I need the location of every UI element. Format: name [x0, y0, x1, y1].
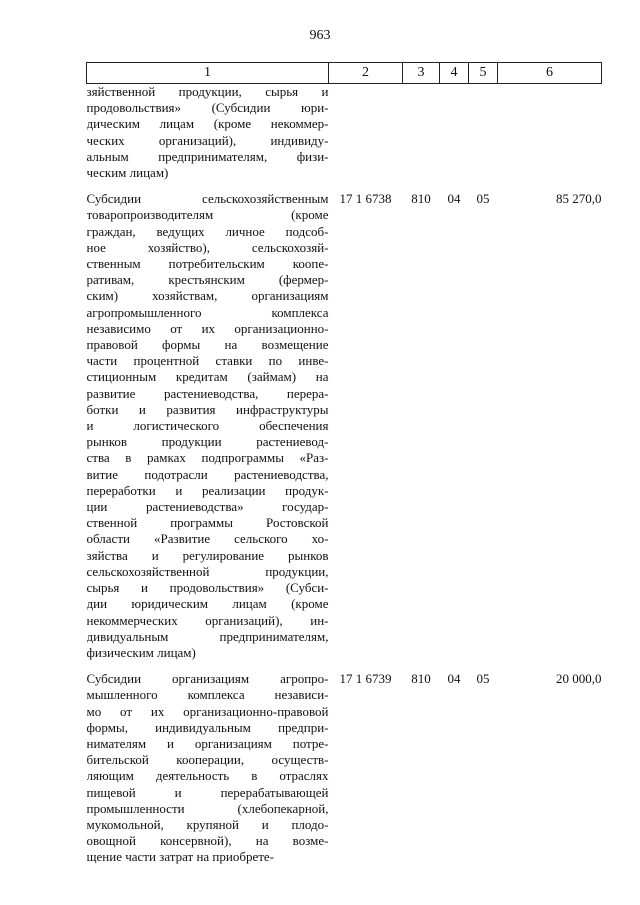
- row-target-code: 17 1 6739: [339, 671, 392, 687]
- row-subsection: [469, 84, 498, 182]
- header-col-3: 3: [403, 63, 440, 84]
- description-line: Субсидии сельскохозяйственным: [86, 191, 329, 207]
- description-line: ное хозяйство), сельскохозяй-: [86, 239, 329, 255]
- description-line: некоммерческих организаций), ин-: [86, 612, 329, 628]
- description-line: области «Развитие сельского хо-: [86, 531, 329, 547]
- header-col-4: 4: [440, 63, 469, 84]
- header-col-5: 5: [469, 63, 498, 84]
- row-target-code: [329, 84, 403, 182]
- description-line: нимателям и организациям потре-: [86, 735, 329, 751]
- row-subsection: 05: [476, 671, 490, 687]
- description-line: альным предпринимателям, физи-: [86, 148, 329, 164]
- description-line: ботки и развития инфраструктуры: [86, 401, 329, 417]
- description-line: ческих организаций), индивиду-: [86, 132, 329, 148]
- description-line: ческим лицам): [86, 165, 169, 181]
- description-line: дии юридическим лицам (кроме: [86, 596, 329, 612]
- row-spacer: [87, 661, 602, 671]
- description-line: стиционным кредитам (займам) на: [86, 369, 329, 385]
- table-row: [87, 671, 602, 865]
- header-col-2: 2: [329, 63, 403, 84]
- row-section: [440, 84, 469, 182]
- description-line: зяйственной продукции, сырья и: [86, 84, 329, 99]
- description-line: физическим лицам): [86, 644, 196, 660]
- page-number: 963: [309, 28, 331, 43]
- budget-table: [86, 62, 602, 866]
- description-line: переработки и реализации продук-: [86, 482, 329, 498]
- description-line: ции растениеводства» государ-: [86, 499, 329, 515]
- row-target-code: 17 1 6738: [339, 191, 392, 207]
- description-line: ляющим деятельность в отраслях: [86, 768, 329, 784]
- description-line: и логистического обеспечения: [86, 418, 329, 434]
- description-line: пищевой и перерабатывающей: [86, 784, 329, 800]
- description-line: правовой формы на возмещение: [86, 337, 329, 353]
- header-col-1: 1: [87, 63, 329, 84]
- description-line: дивидуальным предпринимателям,: [86, 628, 329, 644]
- row-section: 04: [447, 191, 461, 207]
- description-line: мо от их организационно-правовой: [86, 703, 329, 719]
- row-spacer: [87, 181, 602, 191]
- description-line: рынков продукции растениевод-: [86, 434, 329, 450]
- row-expense-type: 810: [411, 671, 431, 687]
- row-description: [87, 191, 329, 661]
- row-section: 04: [447, 671, 461, 687]
- table-row: [87, 84, 602, 182]
- table-row: [87, 191, 602, 661]
- row-expense-type: 810: [411, 191, 431, 207]
- description-line: ским) хозяйствам, организациям: [86, 288, 329, 304]
- description-line: развитие растениеводства, перера-: [86, 385, 329, 401]
- description-line: граждан, ведущих личное подсоб-: [86, 223, 329, 239]
- table-body: [87, 84, 602, 866]
- description-line: независимо от их организационно-: [86, 320, 329, 336]
- description-line: Субсидии организациям агропро-: [86, 671, 329, 687]
- description-line: дическим лицам (кроме некоммер-: [86, 116, 329, 132]
- row-subsection: 05: [476, 191, 490, 207]
- description-line: ративам, крестьянским (фермер-: [86, 272, 329, 288]
- description-line: промышленности (хлебопекарной,: [86, 800, 329, 816]
- row-expense-type: [403, 84, 440, 182]
- row-amount: 85 270,0: [556, 191, 602, 207]
- description-line: бительской кооперации, осуществ-: [86, 752, 329, 768]
- description-line: щение части затрат на приобрете-: [86, 849, 275, 865]
- description-line: части процентной ставки по инве-: [86, 353, 329, 369]
- description-line: сельскохозяйственной продукции,: [86, 563, 329, 579]
- description-line: сырья и продовольствия» (Субси-: [86, 580, 329, 596]
- description-line: мышленного комплекса независи-: [86, 687, 329, 703]
- description-line: зяйства и регулирование рынков: [86, 547, 329, 563]
- description-line: ственной программы Ростовской: [86, 515, 329, 531]
- row-amount: [498, 84, 602, 182]
- description-line: витие подотрасли растениеводства,: [86, 466, 329, 482]
- table-header-row: [87, 63, 602, 84]
- description-line: продовольствия» (Субсидии юри-: [86, 100, 329, 116]
- description-line: формы, индивидуальным предпри-: [86, 719, 329, 735]
- header-col-6: 6: [498, 63, 602, 84]
- description-line: товаропроизводителям (кроме: [86, 207, 329, 223]
- row-description: [87, 84, 329, 182]
- row-amount: 20 000,0: [556, 671, 602, 687]
- row-description: [87, 671, 329, 865]
- description-line: ственным потребительским коопе-: [86, 256, 329, 272]
- description-line: овощной консервной), на возме-: [86, 833, 329, 849]
- description-line: ства в рамках подпрограммы «Раз-: [86, 450, 329, 466]
- description-line: агропромышленного комплекса: [86, 304, 329, 320]
- description-line: мукомольной, крупяной и плодо-: [86, 816, 329, 832]
